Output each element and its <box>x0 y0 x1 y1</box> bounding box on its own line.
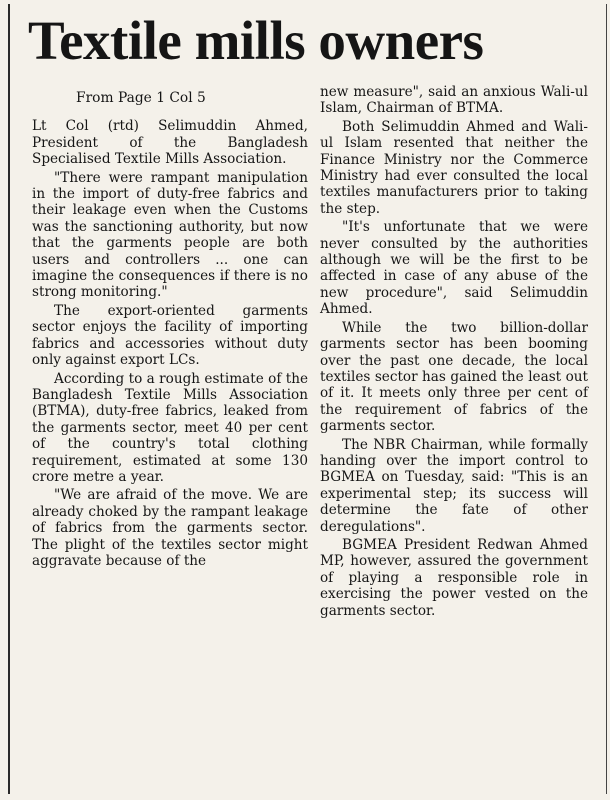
paragraph: "There were rampant manipulation in the import of duty-free fabrics and their leakage even when the Customs was the sanctioning authority, but now that the garments people are both users and controllers ... one can imagine the consequences if there is no strong monitoring." <box>32 169 308 301</box>
paragraph: BGMEA President Redwan Ahmed MP, however, assured the government of playing a responsible role in exercising the power vested on the garments sector. <box>320 536 588 619</box>
paragraph: Both Selimuddin Ahmed and Wali-ul Islam resented that neither the Finance Ministry nor the Commerce Ministry had ever consulted the local textiles manufacturers prior to taking the step. <box>320 118 588 217</box>
paragraph: The export-oriented garments sector enjoys the facility of importing fabrics and accessories without duty only against export LCs. <box>32 302 308 369</box>
paragraph: According to a rough estimate of the Bangladesh Textile Mills Association (BTMA), duty-free fabrics, leaked from the garments sector, meet 40 per cent of the country's total clothing requirement, estimated at some 130 crore metre a year. <box>32 370 308 485</box>
paragraph: While the two billion-dollar garments sector has been booming over the past one decade, the local textiles sector has gained the least out of it. It meets only three per cent of the requirement of fabrics of the garments sector. <box>320 319 588 435</box>
paragraph: "It's unfortunate that we were never consulted by the authorities although we will be the first to be affected in case of any abuse of the new procedure", said Selimuddin Ahmed. <box>320 219 588 318</box>
headline: Textile mills owners <box>28 10 484 71</box>
left-column <box>32 86 308 571</box>
paragraph: Lt Col (rtd) Selimuddin Ahmed, President of the Bangladesh Specialised Textile Mills Association. <box>32 118 308 168</box>
right-column <box>320 84 588 621</box>
paragraph: The NBR Chairman, while formally handing over the import control to BGMEA on Tuesday, said: "This is an experimental step; its success will determine the fate of other deregulations". <box>320 436 588 535</box>
paragraph: "We are afraid of the move. We are already choked by the rampant leakage of fabrics from the garments sector. The plight of the textiles sector might aggravate because of the <box>32 487 308 569</box>
paragraph: new measure", said an anxious Wali-ul Islam, Chairman of BTMA. <box>320 84 588 117</box>
jump-line: From Page 1 Col 5 <box>76 90 206 106</box>
